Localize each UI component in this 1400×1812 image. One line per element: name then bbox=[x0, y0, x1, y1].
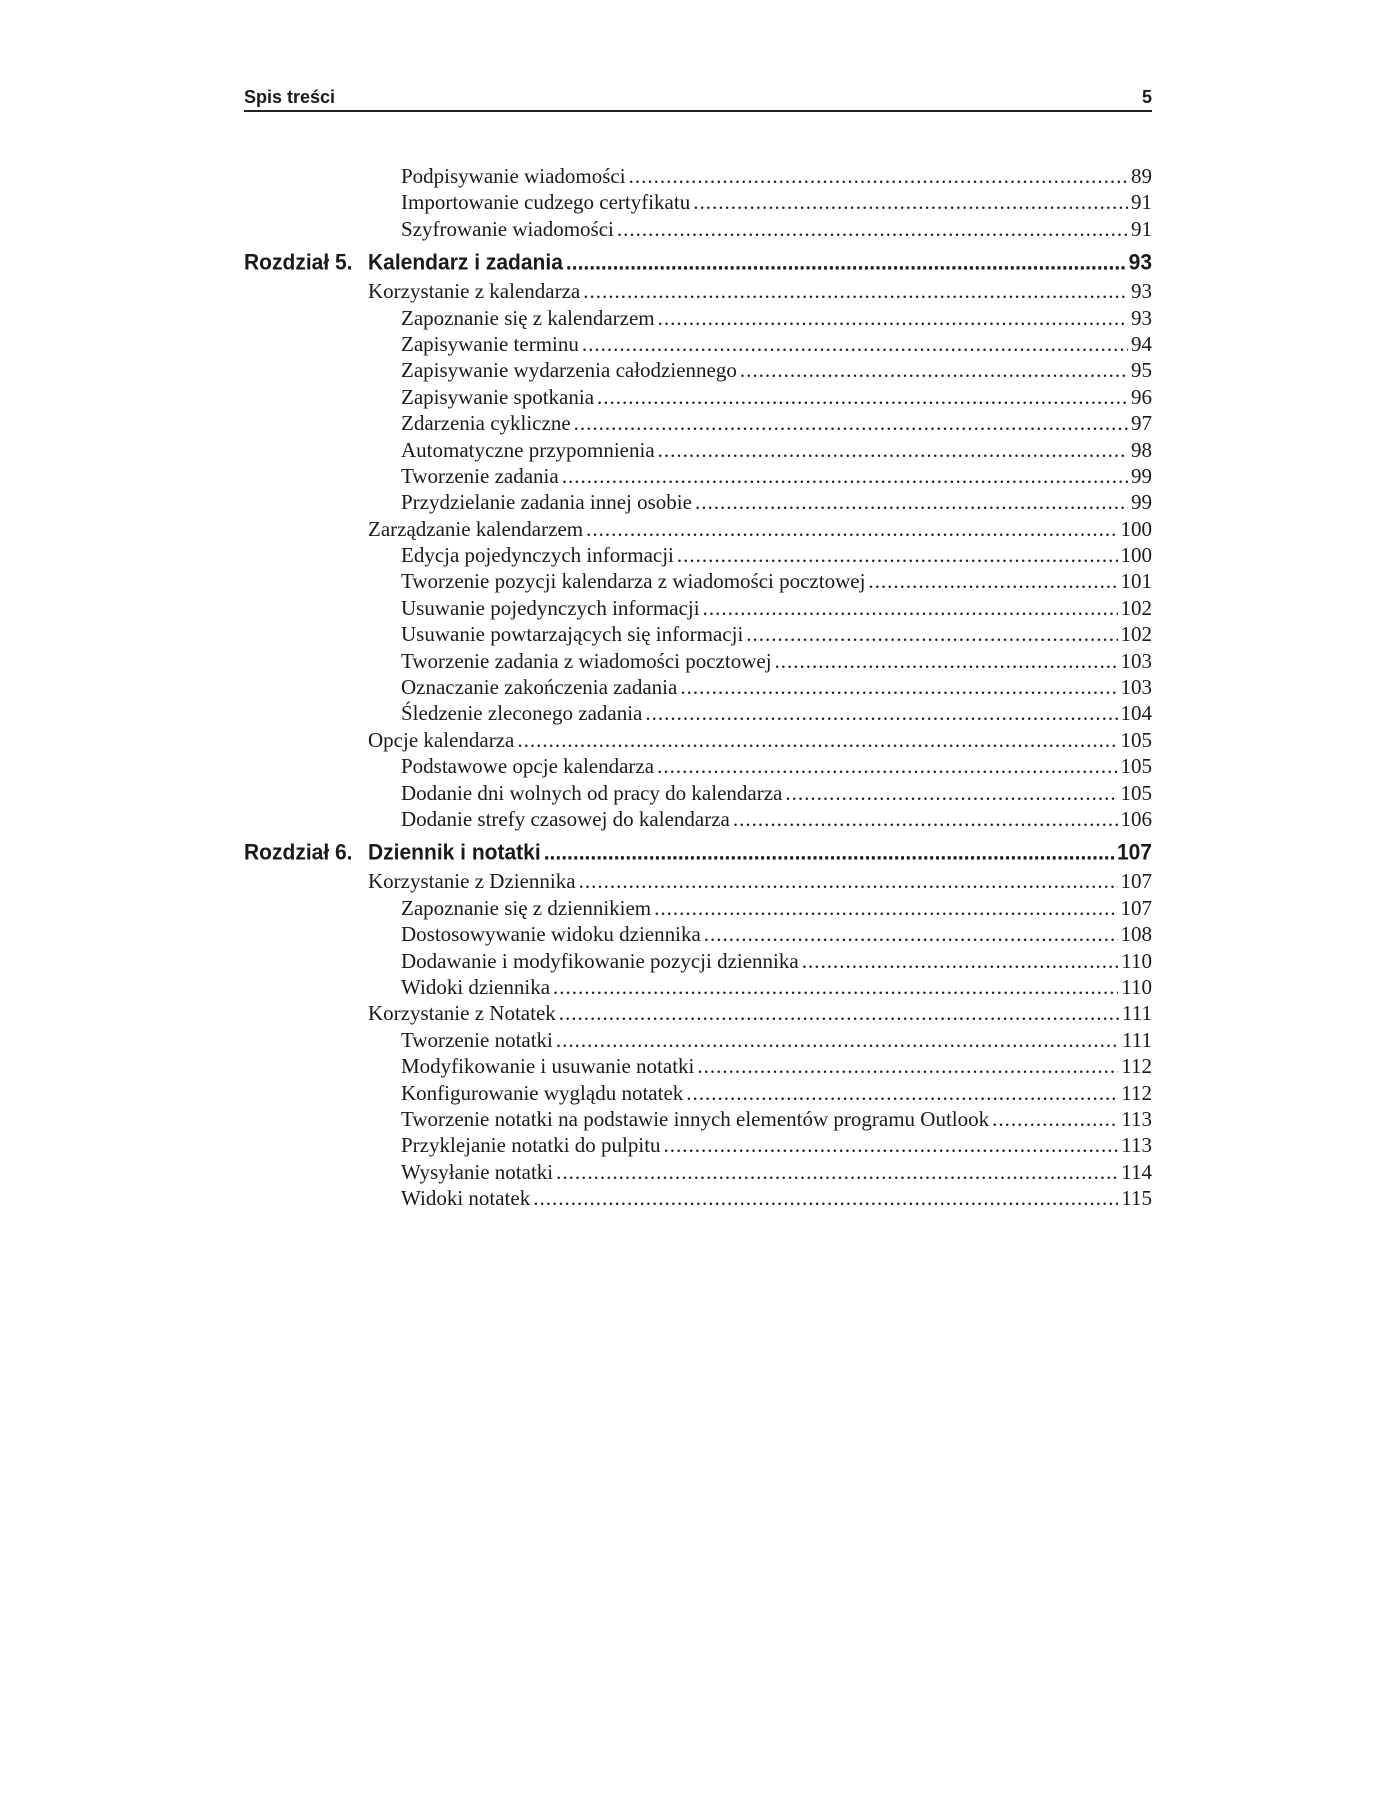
toc-entry-row bbox=[244, 1185, 1152, 1211]
page-number: 104 bbox=[1120, 701, 1152, 726]
toc-entry-row bbox=[244, 780, 1152, 806]
entry-title: Konfigurowanie wyglądu notatek bbox=[401, 1080, 684, 1105]
dot-leader bbox=[586, 516, 1117, 542]
dot-leader bbox=[740, 357, 1128, 383]
page-number: 103 bbox=[1120, 675, 1152, 700]
dot-leader bbox=[654, 895, 1117, 921]
chapter-number: Rozdział 6. bbox=[244, 840, 353, 865]
dot-leader bbox=[992, 1106, 1118, 1132]
entry-title: Widoki dziennika bbox=[401, 974, 551, 999]
toc-entry-row bbox=[244, 1159, 1152, 1185]
entry-title: Zapisywanie spotkania bbox=[401, 384, 595, 409]
dot-leader bbox=[680, 674, 1117, 700]
entry-title: Śledzenie zleconego zadania bbox=[401, 701, 643, 726]
page-number: 97 bbox=[1131, 411, 1152, 436]
entry-title: Tworzenie notatki bbox=[401, 1027, 553, 1052]
page-number: 101 bbox=[1120, 569, 1152, 594]
page-number: 99 bbox=[1131, 490, 1152, 515]
toc-entry-row bbox=[244, 648, 1152, 674]
dot-leader bbox=[553, 974, 1118, 1000]
toc-entry-row bbox=[244, 674, 1152, 700]
toc-entry-row bbox=[244, 463, 1152, 489]
dot-leader bbox=[566, 245, 1126, 281]
page-number: 114 bbox=[1121, 1159, 1152, 1184]
toc-entry-row bbox=[244, 948, 1152, 974]
page-number: 107 bbox=[1116, 840, 1152, 865]
dot-leader bbox=[629, 163, 1128, 189]
page-number: 107 bbox=[1120, 895, 1152, 920]
page-number: 105 bbox=[1120, 754, 1152, 779]
page-number: 96 bbox=[1131, 384, 1152, 409]
page-number: 91 bbox=[1131, 190, 1152, 215]
entry-title: Korzystanie z Notatek bbox=[368, 1001, 556, 1026]
entry-title: Zdarzenia cykliczne bbox=[401, 411, 571, 436]
toc-entry-row bbox=[244, 189, 1152, 215]
entry-title: Zarządzanie kalendarzem bbox=[368, 516, 584, 541]
entry-title: Usuwanie powtarzających się informacji bbox=[401, 622, 744, 647]
toc-entry-row bbox=[244, 1027, 1152, 1053]
page-header bbox=[244, 84, 1152, 112]
dot-leader bbox=[562, 463, 1128, 489]
toc-chapter-row bbox=[244, 245, 1152, 281]
dot-leader bbox=[775, 648, 1118, 674]
dot-leader bbox=[686, 1080, 1118, 1106]
entry-title: Korzystanie z Dziennika bbox=[368, 869, 576, 894]
toc-entry-row bbox=[244, 1132, 1152, 1158]
entry-title: Przyklejanie notatki do pulpitu bbox=[401, 1133, 661, 1158]
entry-title: Dodawanie i modyfikowanie pozycji dziennika bbox=[401, 948, 799, 973]
toc-entry-row bbox=[244, 921, 1152, 947]
toc-entry-row bbox=[244, 1000, 1152, 1026]
page-number: 106 bbox=[1120, 806, 1152, 831]
dot-leader bbox=[544, 836, 1114, 872]
dot-leader bbox=[664, 1132, 1119, 1158]
toc-entry-row bbox=[244, 700, 1152, 726]
dot-leader bbox=[703, 595, 1118, 621]
dot-leader bbox=[556, 1027, 1119, 1053]
toc-entry-row bbox=[244, 727, 1152, 753]
toc-entry-row bbox=[244, 410, 1152, 436]
toc-entry-row bbox=[244, 489, 1152, 515]
dot-leader bbox=[597, 384, 1128, 410]
toc-entry-row bbox=[244, 568, 1152, 594]
dot-leader bbox=[697, 1053, 1118, 1079]
entry-title: Wysyłanie notatki bbox=[401, 1159, 554, 1184]
entry-title: Zapoznanie się z dziennikiem bbox=[401, 895, 652, 920]
chapter-number: Rozdział 5. bbox=[244, 250, 353, 275]
dot-leader bbox=[583, 278, 1128, 304]
chapter-title: Kalendarz i zadania bbox=[368, 250, 563, 275]
entry-title: Dostosowywanie widoku dziennika bbox=[401, 922, 701, 947]
page-number: 112 bbox=[1121, 1054, 1152, 1079]
dot-leader bbox=[517, 727, 1117, 753]
table-of-contents bbox=[244, 163, 1152, 1211]
toc-entry-row bbox=[244, 1080, 1152, 1106]
toc-entry-row bbox=[244, 1106, 1152, 1132]
toc-entry-row bbox=[244, 542, 1152, 568]
page-number: 108 bbox=[1120, 922, 1152, 947]
page-number: 102 bbox=[1120, 595, 1152, 620]
entry-title: Zapoznanie się z kalendarzem bbox=[401, 305, 655, 330]
entry-title: Automatyczne przypomnienia bbox=[401, 437, 655, 462]
toc-entry-row bbox=[244, 895, 1152, 921]
toc-entry-row bbox=[244, 437, 1152, 463]
page-number: 102 bbox=[1120, 622, 1152, 647]
page-number: 91 bbox=[1131, 216, 1152, 241]
dot-leader bbox=[802, 948, 1119, 974]
entry-title: Widoki notatek bbox=[401, 1186, 531, 1211]
page-number: 111 bbox=[1122, 1027, 1152, 1052]
chapter-title: Dziennik i notatki bbox=[368, 840, 541, 865]
dot-leader bbox=[645, 700, 1117, 726]
page-number: 115 bbox=[1121, 1186, 1152, 1211]
toc-entry-row bbox=[244, 516, 1152, 542]
page-number: 93 bbox=[1128, 250, 1152, 275]
dot-leader bbox=[556, 1159, 1118, 1185]
page-number: 94 bbox=[1131, 331, 1152, 356]
dot-leader bbox=[695, 489, 1128, 515]
page-number: 93 bbox=[1131, 305, 1152, 330]
dot-leader bbox=[704, 921, 1118, 947]
page-number: 111 bbox=[1122, 1001, 1152, 1026]
entry-title: Oznaczanie zakończenia zadania bbox=[401, 675, 678, 700]
toc-entry-row bbox=[244, 216, 1152, 242]
entry-title: Edycja pojedynczych informacji bbox=[401, 543, 674, 568]
dot-leader bbox=[574, 410, 1128, 436]
page-number: 89 bbox=[1131, 164, 1152, 188]
toc-entry-row bbox=[244, 806, 1152, 832]
entry-title: Korzystanie z kalendarza bbox=[368, 279, 581, 304]
toc-chapter-row bbox=[244, 836, 1152, 872]
page-number: 100 bbox=[1120, 543, 1152, 568]
entry-title: Zapisywanie wydarzenia całodziennego bbox=[401, 358, 737, 383]
entry-title: Tworzenie notatki na podstawie innych elementów programu Outlook bbox=[401, 1106, 990, 1131]
page-number: 99 bbox=[1131, 463, 1152, 488]
page-number: 113 bbox=[1121, 1133, 1152, 1158]
entry-title: Przydzielanie zadania innej osobie bbox=[401, 490, 692, 515]
toc-entry-row bbox=[244, 621, 1152, 647]
toc-entry-row bbox=[244, 305, 1152, 331]
entry-title: Usuwanie pojedynczych informacji bbox=[401, 595, 700, 620]
entry-title: Dodanie dni wolnych od pracy do kalendarza bbox=[401, 780, 783, 805]
toc-entry-row bbox=[244, 1053, 1152, 1079]
entry-title: Dodanie strefy czasowej do kalendarza bbox=[401, 806, 730, 831]
toc-entry-row bbox=[244, 384, 1152, 410]
entry-title: Podstawowe opcje kalendarza bbox=[401, 754, 655, 779]
entry-title: Podpisywanie wiadomości bbox=[401, 164, 626, 188]
toc-entry-row bbox=[244, 595, 1152, 621]
page-number: 110 bbox=[1121, 948, 1152, 973]
dot-leader bbox=[582, 331, 1128, 357]
entry-title: Zapisywanie terminu bbox=[401, 331, 579, 356]
entry-title: Tworzenie zadania z wiadomości pocztowej bbox=[401, 648, 772, 673]
dot-leader bbox=[617, 216, 1128, 242]
dot-leader bbox=[657, 753, 1117, 779]
toc-entry-row bbox=[244, 357, 1152, 383]
page-number: 110 bbox=[1121, 974, 1152, 999]
toc-entry-row bbox=[244, 974, 1152, 1000]
dot-leader bbox=[733, 806, 1118, 832]
toc-entry-row bbox=[244, 331, 1152, 357]
page-number: 105 bbox=[1120, 727, 1152, 752]
toc-entry-row bbox=[244, 868, 1152, 894]
page-number: 107 bbox=[1120, 869, 1152, 894]
dot-leader bbox=[677, 542, 1118, 568]
page-number: 98 bbox=[1131, 437, 1152, 462]
dot-leader bbox=[533, 1185, 1118, 1211]
entry-title: Modyfikowanie i usuwanie notatki bbox=[401, 1054, 695, 1079]
toc-entry-row bbox=[244, 163, 1152, 189]
toc-entry-row bbox=[244, 278, 1152, 304]
entry-title: Szyfrowanie wiadomości bbox=[401, 216, 614, 241]
dot-leader bbox=[658, 305, 1128, 331]
toc-entry-row bbox=[244, 753, 1152, 779]
page-number: 95 bbox=[1131, 358, 1152, 383]
page-number: 100 bbox=[1120, 516, 1152, 541]
entry-title: Importowanie cudzego certyfikatu bbox=[401, 190, 691, 215]
entry-title: Tworzenie pozycji kalendarza z wiadomości pocztowej bbox=[401, 569, 866, 594]
dot-leader bbox=[658, 437, 1128, 463]
dot-leader bbox=[579, 868, 1118, 894]
dot-leader bbox=[746, 621, 1117, 647]
dot-leader bbox=[868, 568, 1117, 594]
dot-leader bbox=[559, 1000, 1119, 1026]
page-number: 112 bbox=[1121, 1080, 1152, 1105]
dot-leader bbox=[693, 189, 1128, 215]
page-number: 103 bbox=[1120, 648, 1152, 673]
entry-title: Tworzenie zadania bbox=[401, 463, 559, 488]
page-number: 113 bbox=[1121, 1106, 1152, 1131]
running-head-title: Spis treści bbox=[244, 87, 336, 107]
running-head-page-number: 5 bbox=[1141, 87, 1152, 107]
entry-title: Opcje kalendarza bbox=[368, 727, 515, 752]
page-number: 105 bbox=[1120, 780, 1152, 805]
page-number: 93 bbox=[1131, 279, 1152, 304]
dot-leader bbox=[785, 780, 1117, 806]
